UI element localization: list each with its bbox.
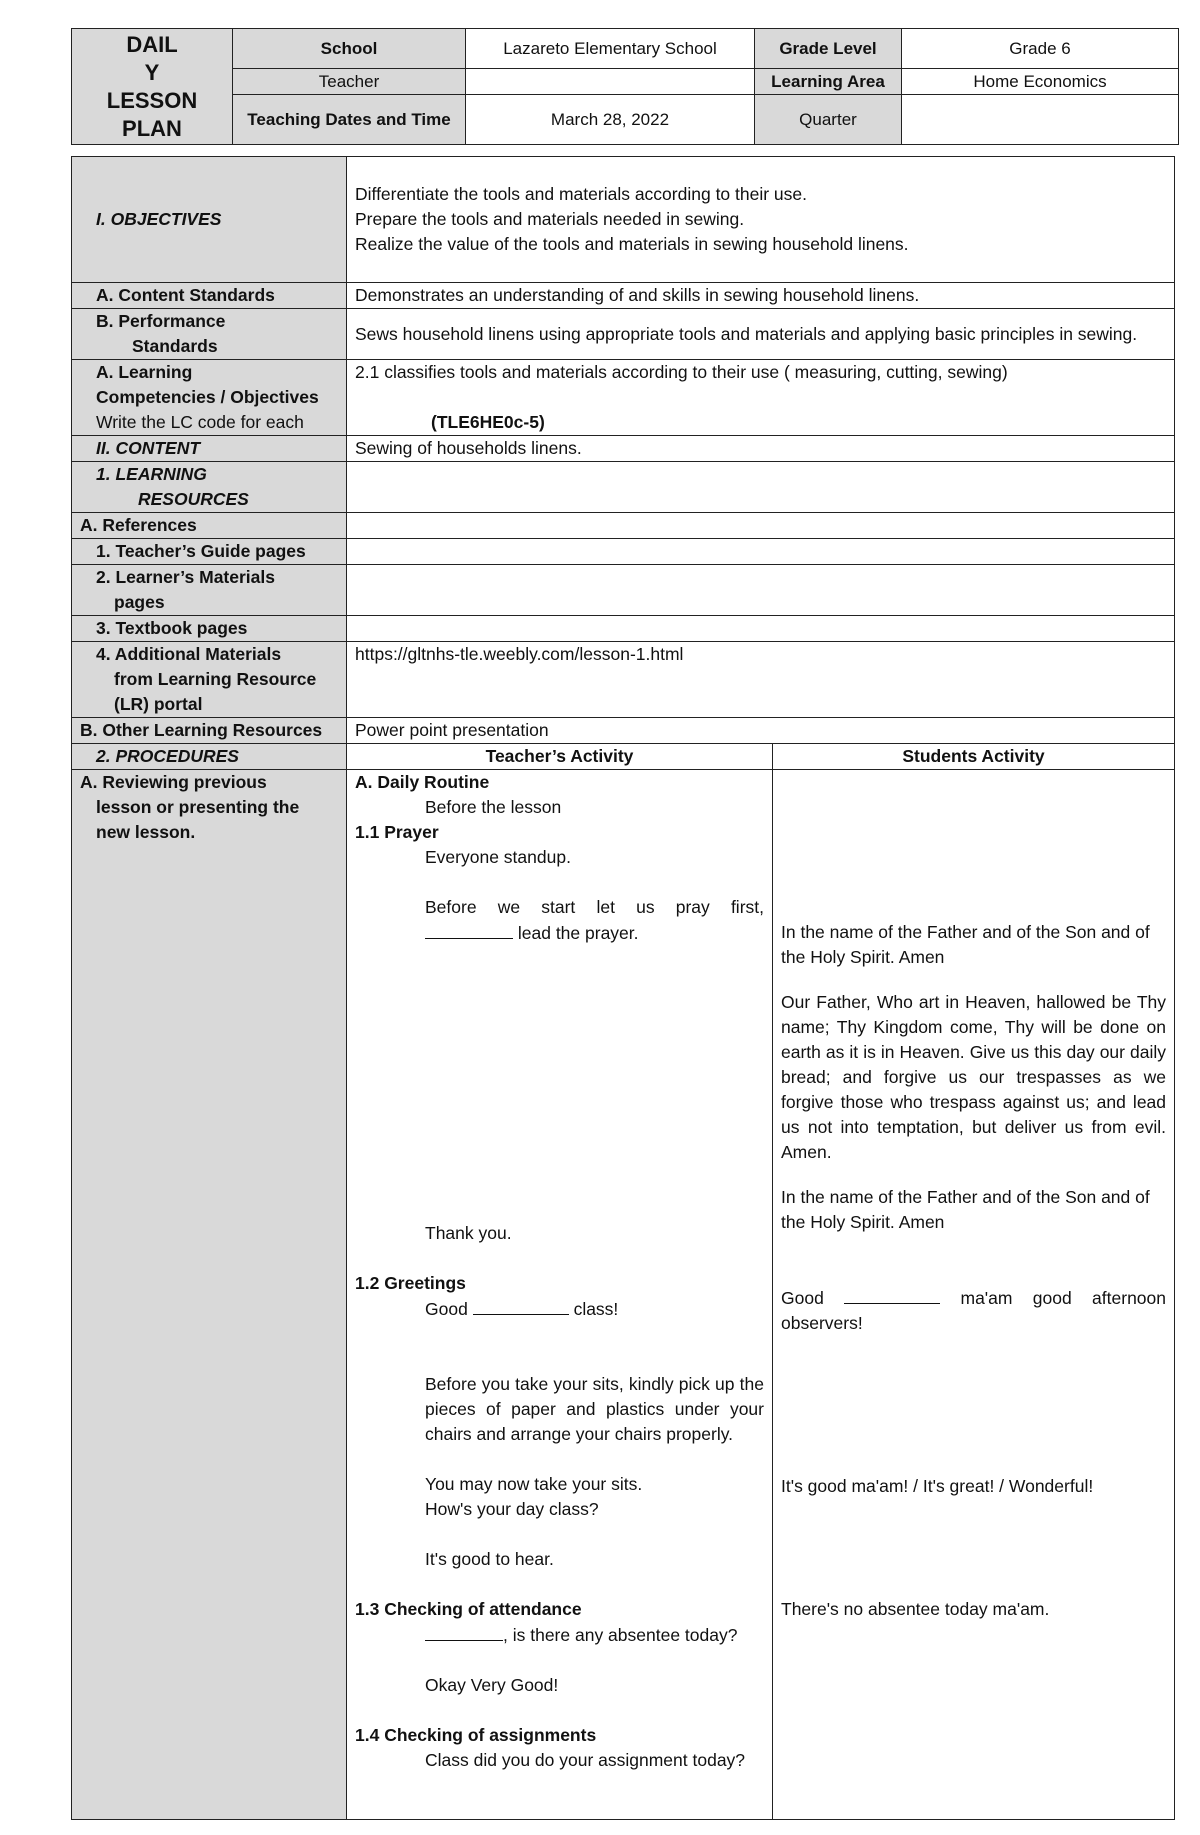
student-line: It's good ma'am! / It's great! / Wonderful! [781,1476,1094,1496]
teacher-text: lead the prayer. [517,923,639,943]
performance-standards-row [72,309,1175,360]
teacher-value [466,69,755,95]
teacher-text: class! [573,1299,619,1319]
other-resources-label: B. Other Learning Resources [72,718,347,744]
label-line: Write the LC code for each [96,412,304,432]
textbook-pages-row [72,616,1175,642]
objectives-content [347,157,1175,283]
student-line [781,1285,1166,1336]
additional-materials-row [72,642,1175,718]
additional-materials-link[interactable]: https://gltnhs-tle.weebly.com/lesson-1.html [347,642,1175,718]
dates-value: March 28, 2022 [466,95,755,145]
label-line: A. Reviewing previous [80,772,267,792]
learning-resources-row [72,462,1175,513]
title-line: DAIL [126,31,178,57]
lc-code: (TLE6HE0c-5) [431,412,545,432]
teacher-line: Okay Very Good! [425,1675,559,1695]
student-text: ma'am good afternoon observers! [781,1288,1167,1333]
performance-standards-label [72,309,347,360]
teacher-line: Everyone standup. [425,847,571,867]
learning-resources-label [72,462,347,513]
teacher-label: Teacher [233,69,466,95]
label-line: RESOURCES [138,489,249,509]
competencies-row [72,360,1175,436]
grade-level-value: Grade 6 [902,29,1179,69]
teacher-line: Thank you. [425,1223,512,1243]
learning-area-label: Learning Area [755,69,902,95]
performance-standards-value: Sews household linens using appropriate tools and materials and applying basic principles in sewing. [347,309,1175,360]
lm-pages-label [72,565,347,616]
label-line: A. Learning [96,362,193,382]
tg-pages-row [72,539,1175,565]
header-table [71,28,1179,145]
title-line: Y [144,59,160,85]
label-line: lesson or presenting the [96,797,300,817]
label-line: Competencies / Objectives [96,387,319,407]
student-line: There's no absentee today ma'am. [781,1599,1050,1619]
label-line: 2. Learner’s Materials [96,567,275,587]
teacher-line: Before the lesson [425,797,562,817]
competency-text: 2.1 classifies tools and materials according to their use ( measuring, cutting, sewing) [355,362,1008,382]
lesson-plan-table [71,156,1175,1820]
references-row [72,513,1175,539]
procedures-label: 2. PROCEDURES [72,744,347,770]
additional-materials-label [72,642,347,718]
lm-pages-row [72,565,1175,616]
school-label: School [233,29,466,69]
students-activity-header: Students Activity [773,744,1175,770]
teacher-line [355,920,764,946]
label-line: 1. LEARNING [96,464,207,484]
quarter-value [902,95,1179,145]
tg-pages-label: 1. Teacher’s Guide pages [72,539,347,565]
teacher-text: Good [425,1299,468,1319]
procedures-header-row [72,744,1175,770]
teacher-line: Before you take your sits, kindly pick up the pieces of paper and plastics under your chairs and arrange your chairs properly. [425,1374,764,1444]
label-line: (LR) portal [114,694,203,714]
objectives-row [72,157,1175,283]
teacher-line: Before we start let us pray first, [425,897,764,917]
learning-resources-value [347,462,1175,513]
label-line: Standards [132,336,218,356]
teacher-text: , is there any absentee today? [503,1625,738,1645]
other-resources-value: Power point presentation [347,718,1175,744]
other-resources-row [72,718,1175,744]
tg-pages-value [347,539,1175,565]
procedure-step-row [72,770,1175,1820]
content-row [72,436,1175,462]
student-line: In the name of the Father and of the Son and of the Holy Spirit. Amen [781,1187,1150,1232]
objectives-label: I. OBJECTIVES [72,157,347,283]
lesson-plan-title [72,29,233,145]
content-standards-row [72,283,1175,309]
prayer-heading: 1.1 Prayer [355,822,439,842]
dates-label: Teaching Dates and Time [233,95,466,145]
label-line: B. Performance [96,311,226,331]
objective-item: Realize the value of the tools and materials in sewing household linens. [355,234,909,254]
students-activity-cell [773,770,1175,1820]
content-label: II. CONTENT [72,436,347,462]
teacher-line [355,1296,764,1322]
student-line: Our Father, Who art in Heaven, hallowed be Thy name; Thy Kingdom come, Thy will be done on earth as it is in Heaven. Give us this day our daily bread; and forgive us our trespasses as we forgive those who trespass against us; and lead us not into temptation, but deliver us from evil. Amen. [781,992,1167,1162]
quarter-label: Quarter [755,95,902,145]
greetings-heading: 1.2 Greetings [355,1273,466,1293]
procedure-step-label [72,770,347,1820]
title-line: LESSON PLAN [106,87,198,141]
textbook-pages-value [347,616,1175,642]
content-standards-value: Demonstrates an understanding of and skills in sewing household linens. [347,283,1175,309]
competencies-value [347,360,1175,436]
daily-routine-heading: A. Daily Routine [355,772,490,792]
competencies-label [72,360,347,436]
teacher-activity-cell [347,770,773,1820]
teacher-line: Class did you do your assignment today? [425,1750,746,1770]
teacher-line [355,1622,764,1648]
teacher-line: How's your day class? [425,1499,599,1519]
student-text: Good [781,1288,824,1308]
label-line: from Learning Resource [114,669,317,689]
grade-level-label: Grade Level [755,29,902,69]
label-line: 4. Additional Materials [96,644,282,664]
references-value [347,513,1175,539]
references-label: A. References [72,513,347,539]
textbook-pages-label: 3. Textbook pages [72,616,347,642]
teacher-line: You may now take your sits. [425,1474,643,1494]
label-line: new lesson. [96,822,196,842]
content-value: Sewing of households linens. [347,436,1175,462]
school-value: Lazareto Elementary School [466,29,755,69]
lm-pages-value [347,565,1175,616]
objective-item: Differentiate the tools and materials according to their use. [355,184,808,204]
assignments-heading: 1.4 Checking of assignments [355,1725,597,1745]
teacher-line: It's good to hear. [425,1549,554,1569]
student-line: In the name of the Father and of the Son and of the Holy Spirit. Amen [781,922,1150,967]
objective-item: Prepare the tools and materials needed in sewing. [355,209,745,229]
teacher-activity-header: Teacher’s Activity [347,744,773,770]
attendance-heading: 1.3 Checking of attendance [355,1599,582,1619]
learning-area-value: Home Economics [902,69,1179,95]
content-standards-label: A. Content Standards [72,283,347,309]
label-line: pages [114,592,165,612]
